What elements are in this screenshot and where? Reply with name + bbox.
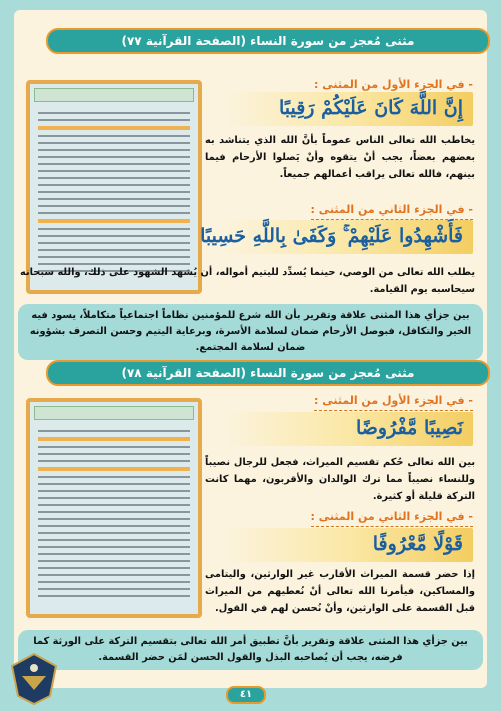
part2-label: - في الجزء الثاني من المثنى : (311, 203, 473, 220)
part2-text: يطلب الله تعالى من الوصي، حينما يُسدِّد لليتيم أمواله، أن يُشهد الشهود على ذلك، والله سبحانه سيحاسبه يوم القيامة. (20, 267, 475, 295)
part2-text: إذا حضر قسمة الميراث الأقارب غير الوارثين، واليتامى والمساكين، فيأمرنا الله تعالى أنْ نُعطيهم من الميراث قبل القسمة على الوارثين، وأنْ نُحسن لهم في القول. (205, 569, 475, 614)
part1-text: بين الله تعالى حُكم تقسيم الميراث، فجعل للرجال نصيباً وللنساء نصيباً مما ترك الوالدان والأقربون، مهما كانت التركة قليلة أو كثيرة. (205, 457, 475, 502)
part2-label: - في الجزء الثاني من المثنى : (311, 510, 473, 527)
page-number: ٤١ (226, 686, 266, 704)
forum-logo (4, 650, 64, 708)
section-title: مثنى مُعجز من سورة النساء (الصفحة القرآنية ٧٨) (46, 360, 490, 386)
part1-text: يخاطب الله تعالى الناس عموماً بأنَّ الله الذي يتناشد به بعضهم بعضاً، يجب أنْ يتقوه وأنْ يَصلوا الأرحام فيما بينهم، فالله تعالى يراقب أعمالهم جميعاً. (205, 135, 475, 180)
part1-verse: نَصِيبًا مَّفْرُوضًا (355, 417, 463, 439)
quran-page-header (34, 406, 194, 420)
part2-verse: فَأَشْهِدُوا عَلَيْهِمْ ۚ وَكَفَىٰ بِاللَّهِ حَسِيبًا (200, 225, 463, 247)
part1-verse: إِنَّ اللَّهَ كَانَ عَلَيْكُمْ رَقِيبًا (278, 97, 463, 119)
section-page-78 (18, 360, 483, 680)
quran-page-image (26, 398, 202, 618)
quran-page-header (34, 88, 194, 102)
section-summary: بين جزأي هذا المثنى علاقة وتقرير بأنَّ تطبيق أمر الله تعالى بتقسيم التركة على الورثة كما فرضه، يجب أن يُصاحبه البذل والقول الحسن لمَن حضر القسمة. (18, 630, 483, 670)
part1-label: - في الجزء الأول من المثنى : (314, 394, 473, 411)
part2-verse: قَوْلًا مَّعْرُوفًا (372, 533, 463, 555)
section-title: مثنى مُعجز من سورة النساء (الصفحة القرآنية ٧٧) (46, 28, 490, 54)
section-page-77 (18, 28, 483, 360)
section-summary: بين جزأي هذا المثنى علاقة وتقرير بأن الله شرع للمؤمنين نظاماً اجتماعياً متكاملاً، يسود فيه الخير والتكافل، فبوصل الأرحام ضمان لسلامة الأسرة، وبرعاية اليتيم وحسن التصرف بشؤونه ضمان لسلامة المجتمع. (18, 304, 483, 360)
part1-label: - في الجزء الأول من المثنى : (314, 78, 473, 95)
quran-page-image (26, 80, 202, 294)
